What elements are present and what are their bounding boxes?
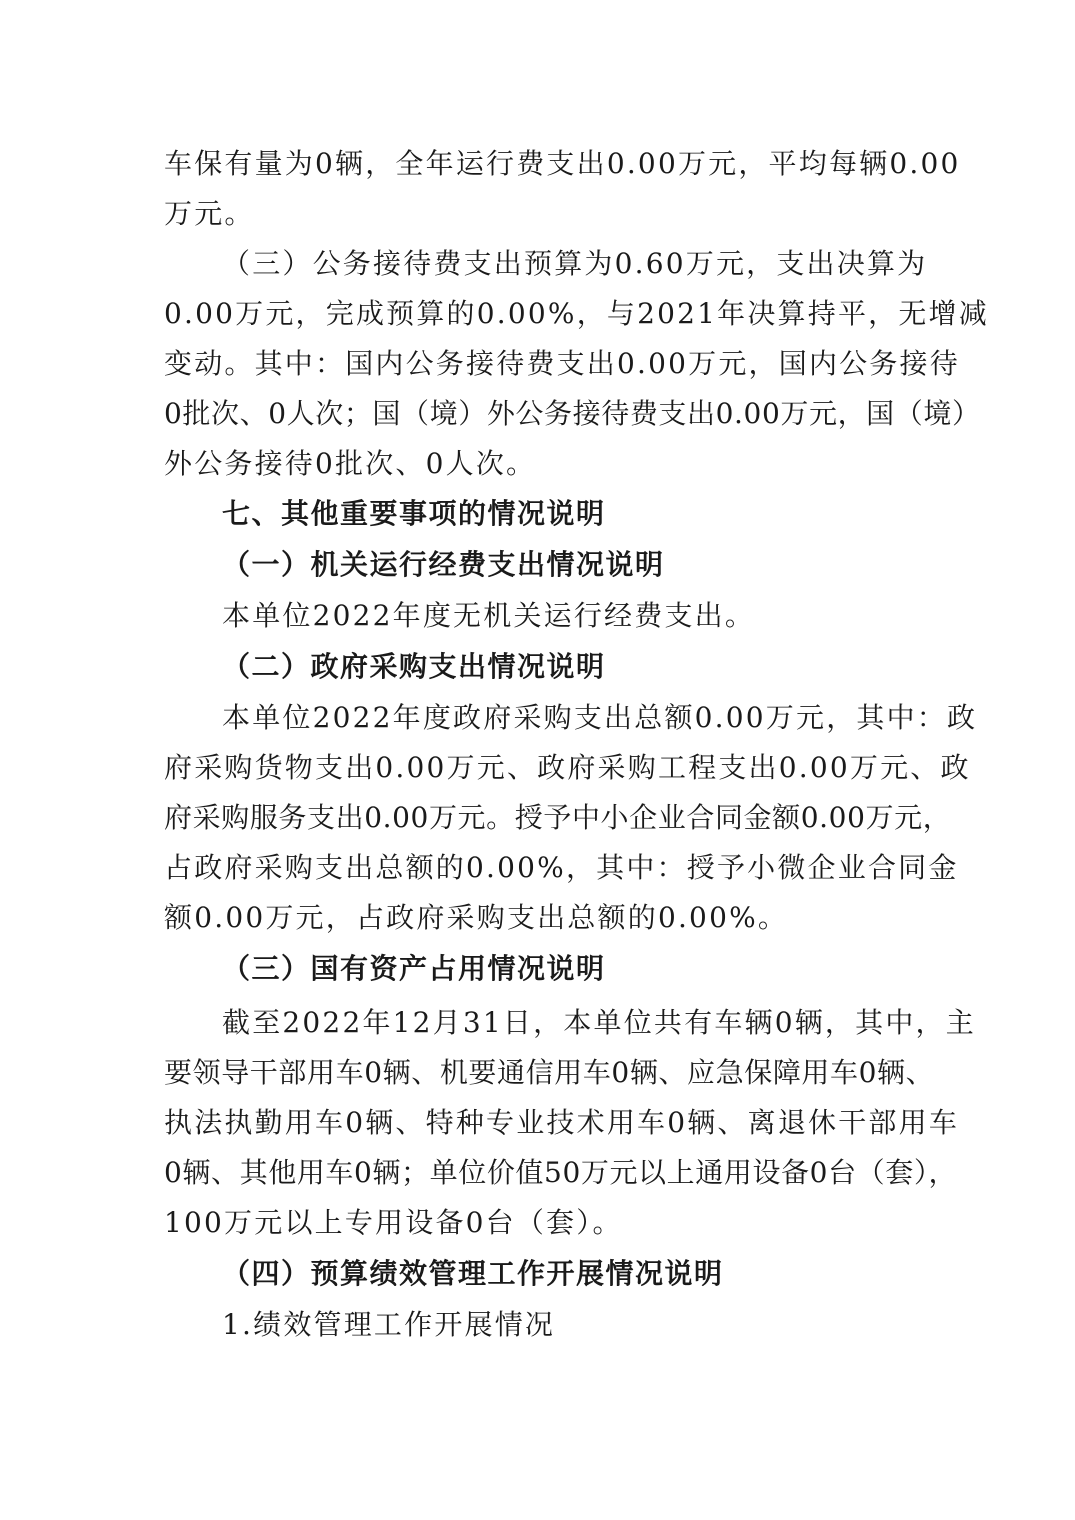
paragraph-line: 0辆、其他用车0辆；单位价值50万元以上通用设备0台（套）， [164,1156,958,1189]
paragraph-line: 府采购服务支出0.00万元。授予中小企业合同金额0.00万元， [164,801,952,834]
subsection-heading: （三）国有资产占用情况说明 [222,952,606,985]
paragraph-line: 占政府采购支出总额的0.00%，其中：授予小微企业合同金 [164,851,959,884]
paragraph-line: 要领导干部用车0辆、机要通信用车0辆、应急保障用车0辆、 [164,1056,935,1089]
paragraph-line: 府采购货物支出0.00万元、政府采购工程支出0.00万元、政 [164,751,971,784]
paragraph-line: 1.绩效管理工作开展情况 [222,1308,556,1341]
paragraph-line: 本单位2022年度政府采购支出总额0.00万元，其中：政 [222,701,978,734]
paragraph-line: 执法执勤用车0辆、特种专业技术用车0辆、离退休干部用车 [164,1106,960,1139]
paragraph-line: 万元。 [164,197,255,230]
paragraph-line: 变动。其中：国内公务接待费支出0.00万元，国内公务接待 [164,347,960,380]
paragraph-line: 车保有量为0辆，全年运行费支出0.00万元，平均每辆0.00 [164,147,961,180]
subsection-heading: （二）政府采购支出情况说明 [222,650,606,683]
paragraph-line: 0批次、0人次；国（境）外公务接待费支出0.00万元，国（境） [164,397,981,430]
paragraph-line: （三）公务接待费支出预算为0.60万元，支出决算为 [222,247,928,280]
section-heading: 七、其他重要事项的情况说明 [222,497,606,530]
paragraph-line: 额0.00万元，占政府采购支出总额的0.00%。 [164,901,789,934]
paragraph-line: 截至2022年12月31日，本单位共有车辆0辆，其中，主 [222,1006,976,1039]
paragraph-line: 外公务接待0批次、0人次。 [164,447,537,480]
paragraph-line: 0.00万元，完成预算的0.00%，与2021年决算持平，无增减 [164,297,989,330]
paragraph-line: 本单位2022年度无机关运行经费支出。 [222,599,756,632]
subsection-heading: （一）机关运行经费支出情况说明 [222,548,665,581]
subsection-heading: （四）预算绩效管理工作开展情况说明 [222,1257,724,1290]
paragraph-line: 100万元以上专用设备0台（套）。 [164,1206,623,1239]
